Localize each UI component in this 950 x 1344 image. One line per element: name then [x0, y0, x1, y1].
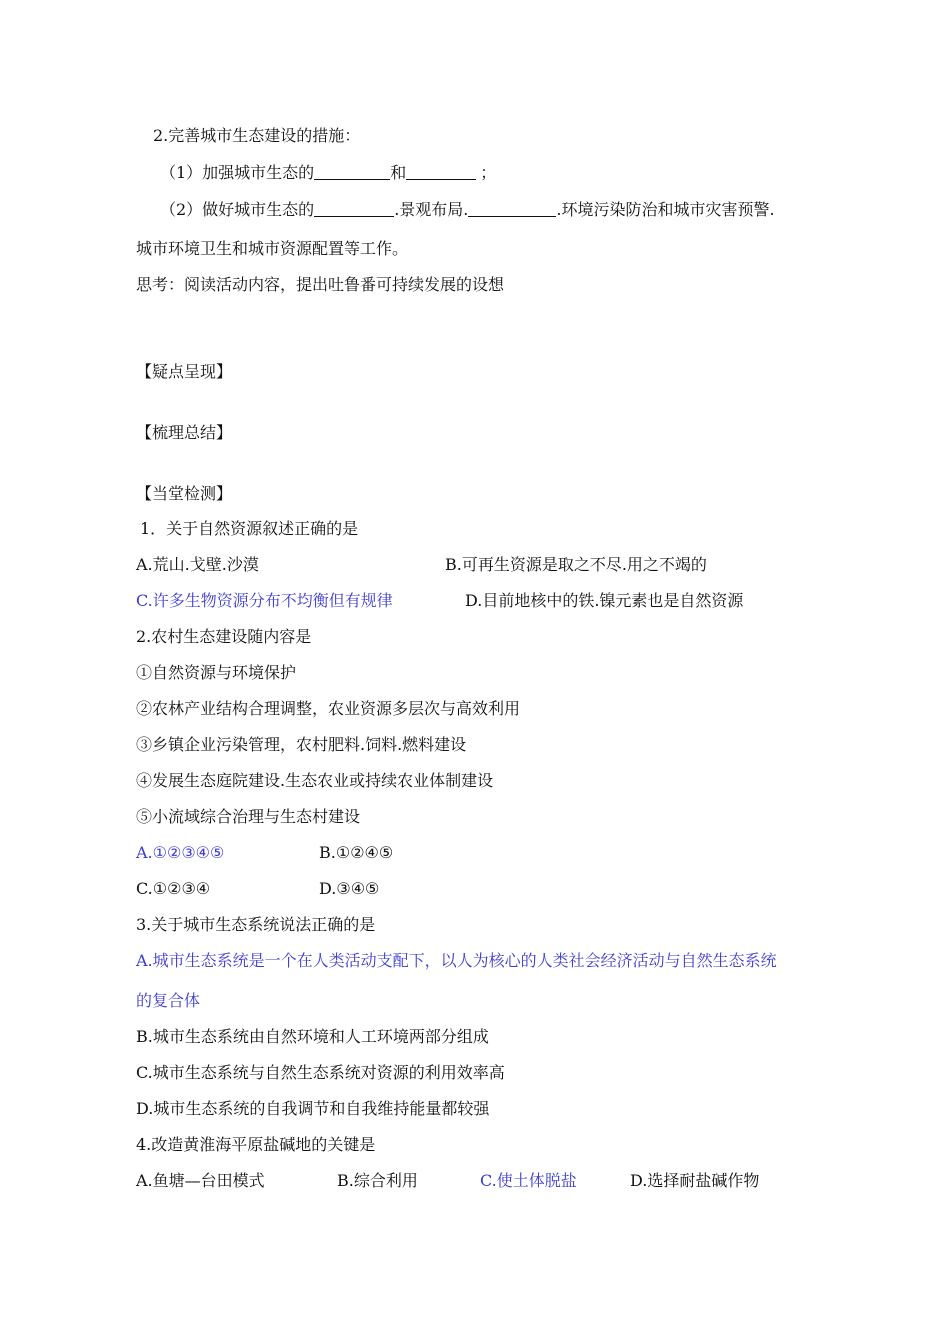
q2-item-5: ⑤小流域综合治理与生态村建设 [136, 807, 361, 826]
q3-option-d: D.城市生态系统的自我调节和自我维持能量都较强 [136, 1099, 490, 1118]
q2-option-b: B.①②④⑤ [319, 843, 394, 862]
q2-option-d: D.③④⑤ [319, 879, 380, 898]
q2-option-a: A.①②③④⑤ [136, 843, 225, 862]
q1-option-a: A.荒山.戈壁.沙漠 [136, 555, 259, 574]
q3-option-c: C.城市生态系统与自然生态系统对资源的利用效率高 [136, 1063, 505, 1082]
q4-stem: 4.改造黄淮海平原盐碱地的关键是 [136, 1135, 376, 1154]
item2-prefix: （2）做好城市生态的 [160, 200, 315, 219]
q4-option-b: B.综合利用 [337, 1171, 418, 1190]
q2-option-c: C.①②③④ [136, 879, 211, 898]
section2-item2 [160, 200, 775, 220]
think-prompt: 思考：阅读活动内容，提出吐鲁番可持续发展的设想 [136, 275, 505, 294]
section2-item1 [160, 163, 496, 183]
q2-stem: 2.农村生态建设随内容是 [136, 627, 312, 646]
q1-option-d: D.目前地核中的铁.镍元素也是自然资源 [465, 591, 744, 610]
q1-stem: 1．关于自然资源叙述正确的是 [140, 519, 359, 538]
item1-end: ； [480, 163, 497, 182]
q1-option-b: B.可再生资源是取之不尽.用之不竭的 [445, 555, 707, 574]
header-doubts: 【疑点呈现】 [136, 362, 233, 381]
q3-option-a: A.城市生态系统是一个在人类活动支配下，以人为核心的人类社会经济活动与自然生态系统 [136, 951, 777, 970]
q3-option-a-continued: 的复合体 [136, 991, 201, 1010]
item2-end: .环境污染防治和城市灾害预警. [556, 200, 775, 219]
item1-prefix: （1）加强城市生态的 [160, 163, 315, 182]
blank-field [406, 163, 476, 180]
q2-item-2: ②农林产业结构合理调整，农业资源多层次与高效利用 [136, 699, 521, 718]
q2-item-4: ④发展生态庭院建设.生态农业或持续农业体制建设 [136, 771, 494, 790]
q2-item-1: ①自然资源与环境保护 [136, 663, 297, 682]
q4-option-a: A.鱼塘—台田模式 [136, 1171, 265, 1190]
item2-mid: .景观布局. [394, 200, 469, 219]
section2-item2-continued: 城市环境卫生和城市资源配置等工作。 [136, 239, 409, 258]
header-test: 【当堂检测】 [136, 484, 233, 503]
blank-field [314, 163, 390, 180]
q4-option-c: C.使土体脱盐 [480, 1171, 577, 1190]
q3-option-b: B.城市生态系统由自然环境和人工环境两部分组成 [136, 1027, 489, 1046]
item1-mid: 和 [390, 163, 407, 182]
header-summary: 【梳理总结】 [136, 423, 233, 442]
blank-field [468, 200, 556, 217]
q1-option-c: C.许多生物资源分布不均衡但有规律 [136, 591, 393, 610]
q2-item-3: ③乡镇企业污染管理，农村肥料.饲料.燃料建设 [136, 735, 467, 754]
q4-option-d: D.选择耐盐碱作物 [630, 1171, 760, 1190]
blank-field [314, 200, 394, 217]
section2-heading: 2.完善城市生态建设的措施： [153, 126, 361, 145]
q3-stem: 3.关于城市生态系统说法正确的是 [136, 915, 376, 934]
